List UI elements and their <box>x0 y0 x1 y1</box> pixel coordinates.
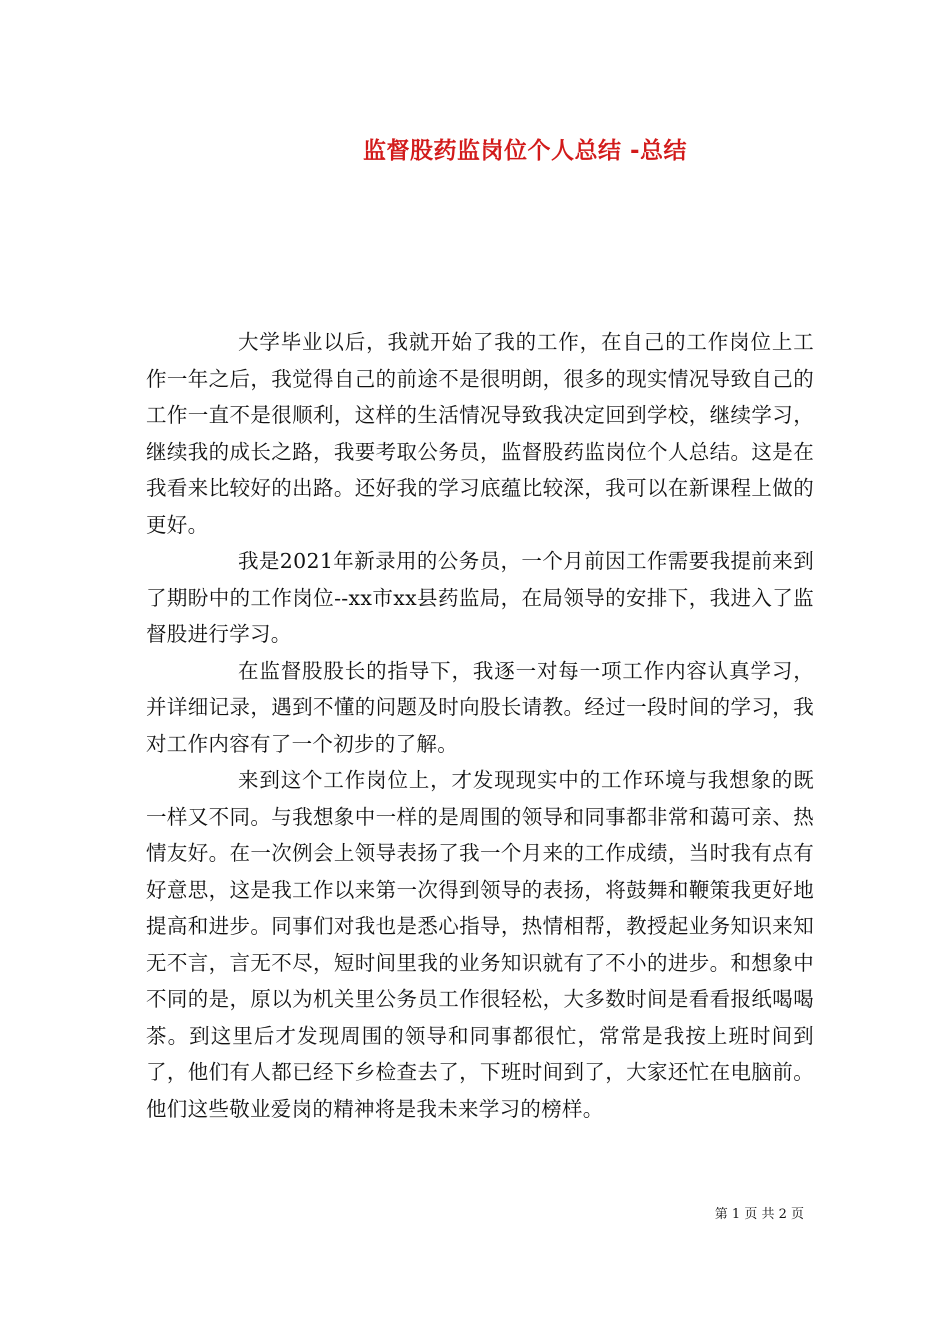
document-body <box>146 324 814 1127</box>
document-title: 监督股药监岗位个人总结 -总结 <box>362 138 688 164</box>
paragraph-2: 我是2021年新录用的公务员，一个月前因工作需要我提前来到了期盼中的工作岗位--xx市xx县药监局，在局领导的安排下，我进入了监督股进行学习。 <box>146 549 814 646</box>
page-number-footer: 第 1 页 共 2 页 <box>714 1207 804 1222</box>
paragraph-4: 来到这个工作岗位上，才发现现实中的工作环境与我想象的既一样又不同。与我想象中一样的是周围的领导和同事都非常和蔼可亲、热情友好。在一次例会上领导表扬了我一个月来的工作成绩，当时我有点有好意思，这是我工作以来第一次得到领导的表扬，将鼓舞和鞭策我更好地提高和进步。同事们对我也是悉心指导，热情相帮，教授起业务知识来知无不言，言无不尽，短时间里我的业务知识就有了不小的进步。和想象中不同的是，原以为机关里公务员工作很轻松，大多数时间是看看报纸喝喝茶。到这里后才发现周围的领导和同事都很忙，常常是我按上班时间到了，他们有人都已经下乡检查去了，下班时间到了，大家还忙在电脑前。他们这些敬业爱岗的精神将是我未来学习的榜样。 <box>146 768 814 1121</box>
paragraph-3: 在监督股股长的指导下，我逐一对每一项工作内容认真学习，并详细记录，遇到不懂的问题及时向股长请教。经过一段时间的学习，我对工作内容有了一个初步的了解。 <box>146 658 814 756</box>
paragraph-1: 大学毕业以后，我就开始了我的工作，在自己的工作岗位上工作一年之后，我觉得自己的前途不是很明朗，很多的现实情况导致自己的工作一直不是很顺利，这样的生活情况导致我决定回到学校，继续学习，继续我的成长之路，我要考取公务员，监督股药监岗位个人总结。这是在我看来比较好的出路。还好我的学习底蕴比较深，我可以在新课程上做的更好。 <box>146 330 814 537</box>
